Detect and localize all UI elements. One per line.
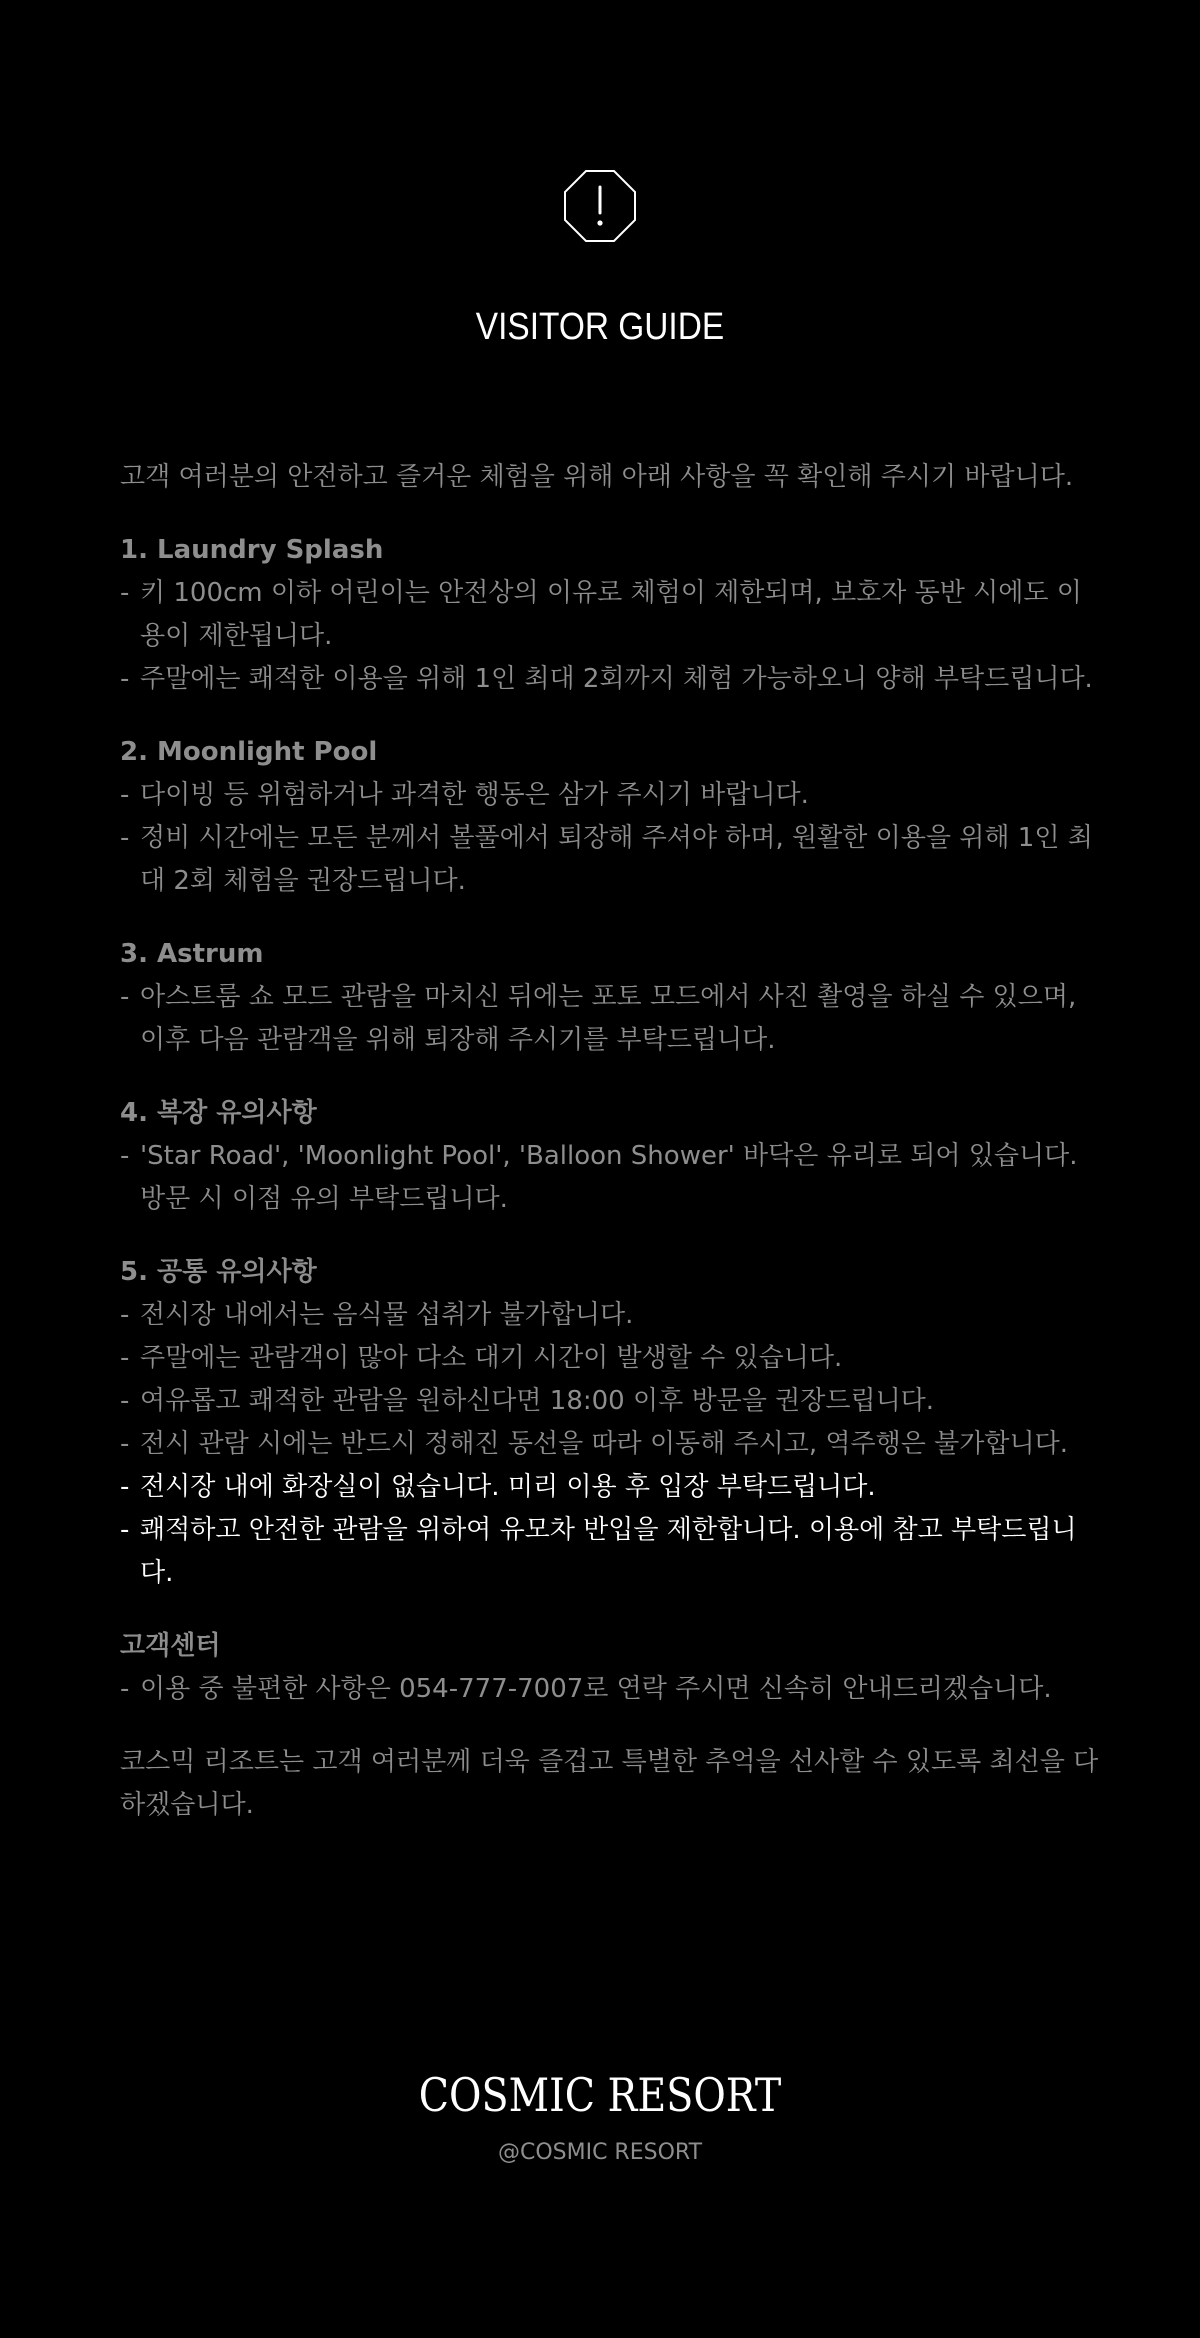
section-title: 고객센터 xyxy=(120,1631,221,1661)
list-item: - 여유롭고 쾌적한 관람을 원하신다면 18:00 이후 방문을 권장드립니다. xyxy=(120,1386,935,1416)
list-item: - 키 100cm 이하 어린이는 안전상의 이유로 체험이 제한되며, 보호자 동반 시에도 이용이 제한됩니다. xyxy=(120,578,1082,651)
warning-octagon-icon xyxy=(563,169,637,243)
list-item: - 아스트룸 쇼 모드 관람을 마치신 뒤에는 포토 모드에서 사진 촬영을 하실 수 있으며, 이후 다음 관람객을 위해 퇴장해 주시기를 부탁드립니다. xyxy=(120,982,1077,1055)
section-customer-center xyxy=(120,1625,1100,1711)
guide-content xyxy=(120,456,1100,1827)
list-item: - 정비 시간에는 모든 분께서 볼풀에서 퇴장해 주셔야 하며, 원활한 이용을 위해 1인 최대 2회 체험을 권장드립니다. xyxy=(120,823,1093,896)
section-moonlight-pool xyxy=(120,731,1100,903)
list-item: - 이용 중 불편한 사항은 054-777-7007로 연락 주시면 신속히 안내드리겠습니다. xyxy=(120,1674,1052,1704)
section-title: 1. Laundry Splash xyxy=(120,535,384,565)
section-title: 3. Astrum xyxy=(120,939,264,969)
highlight-list-item: - 전시장 내에 화장실이 없습니다. 미리 이용 후 입장 부탁드립니다. xyxy=(120,1472,876,1502)
page-title: VISITOR GUIDE xyxy=(475,306,725,348)
list-item: - 전시 관람 시에는 반드시 정해진 동선을 따라 이동해 주시고, 역주행은 불가합니다. xyxy=(120,1429,1069,1459)
list-item: - 주말에는 쾌적한 이용을 위해 1인 최대 2회까지 체험 가능하오니 양해 부탁드립니다. xyxy=(120,664,1093,694)
highlight-list-item: - 쾌적하고 안전한 관람을 위하여 유모차 반입을 제한합니다. 이용에 참고 부탁드립니다. xyxy=(120,1515,1077,1588)
section-laundry-splash xyxy=(120,529,1100,701)
intro-text: 고객 여러분의 안전하고 즐거운 체험을 위해 아래 사항을 꼭 확인해 주시기 바랍니다. xyxy=(120,462,1074,492)
list-item: - 다이빙 등 위험하거나 과격한 행동은 삼가 주시기 바랍니다. xyxy=(120,780,809,810)
brand-logo: COSMIC RESORT xyxy=(418,2068,782,2122)
list-item: - 주말에는 관람객이 많아 다소 대기 시간이 발생할 수 있습니다. xyxy=(120,1343,843,1373)
list-item: - 전시장 내에서는 음식물 섭취가 불가합니다. xyxy=(120,1300,634,1330)
section-title: 4. 복장 유의사항 xyxy=(120,1098,317,1128)
section-title: 5. 공통 유의사항 xyxy=(120,1257,317,1287)
outro-text: 코스믹 리조트는 고객 여러분께 더욱 즐겁고 특별한 추억을 선사할 수 있도록 최선을 다하겠습니다. xyxy=(120,1747,1099,1820)
section-common-notes xyxy=(120,1251,1100,1595)
section-title: 2. Moonlight Pool xyxy=(120,737,378,767)
section-dress-code xyxy=(120,1092,1100,1221)
list-item: - 'Star Road', 'Moonlight Pool', 'Balloon Shower' 바닥은 유리로 되어 있습니다. 방문 시 이점 유의 부탁드립니다. xyxy=(120,1141,1078,1214)
section-astrum xyxy=(120,933,1100,1062)
social-handle: @COSMIC RESORT xyxy=(497,2140,703,2165)
